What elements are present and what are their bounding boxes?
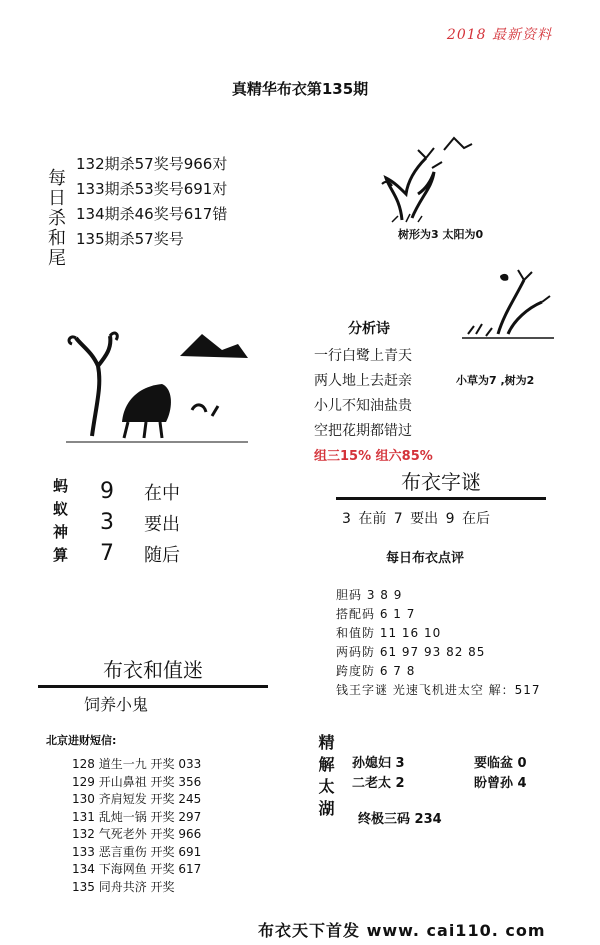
daily-kill-line: 132期杀57奖号966对 (76, 155, 228, 173)
poem-title: 分析诗 (348, 321, 390, 337)
sum-riddle-heading: 布衣和值迷 (38, 654, 268, 688)
beijing-row: 135 同舟共济 开奖 (72, 879, 175, 894)
jingjie-item: 要临盆 0 (474, 756, 527, 771)
daily-kill-line: 135期杀57奖号 (76, 230, 184, 248)
review-list (336, 586, 541, 700)
beijing-row: 129 开山鼻祖 开奖 356 (72, 774, 202, 789)
daily-kill-line: 133期杀53奖号691对 (76, 180, 228, 198)
group-ratio-text: 组三15% 组六85% (314, 449, 433, 464)
beijing-row: 132 气死老外 开奖 966 (72, 827, 202, 841)
poem-line: 小儿不知油盐贵 (314, 398, 412, 414)
ant-number: 9 (100, 479, 114, 504)
review-line: 和值防 11 16 10 (336, 626, 442, 640)
review-line: 跨度防 6 7 8 (336, 664, 416, 678)
review-line: 钱王字谜 光速飞机进太空 解：517 (336, 683, 541, 697)
buyi-riddle-text: 3 在前 7 要出 9 在后 (342, 511, 490, 527)
ant-word: 在中 (144, 483, 180, 504)
review-line: 胆码 3 8 9 (336, 588, 403, 602)
landscape-sketch (62, 326, 252, 446)
jingjie-item: 二老太 2 (352, 776, 405, 791)
daily-kill-line: 134期杀46奖号617错 (76, 205, 228, 223)
poem-block (314, 344, 433, 469)
daily-kill-list (76, 152, 227, 252)
ant-label: 蚂蚁神算 (51, 478, 69, 570)
tree-caption-2: 小草为7 ,树为2 (456, 374, 535, 387)
review-line: 两码防 61 97 93 82 85 (336, 645, 486, 659)
jingjie-item: 盼曾孙 4 (474, 776, 527, 791)
beijing-row: 130 齐肩短发 开奖 245 (72, 792, 202, 806)
review-title: 每日布衣点评 (386, 551, 465, 566)
ant-number: 7 (100, 541, 114, 566)
beijing-row: 134 下海网鱼 开奖 617 (72, 862, 202, 876)
beijing-title: 北京进财短信: (46, 734, 117, 747)
jingjie-item: 孙媳妇 3 (352, 756, 405, 771)
jingjie-final: 终极三码 234 (358, 812, 442, 827)
beijing-list (72, 756, 201, 896)
beijing-row: 131 乱炖一锅 开奖 297 (72, 809, 202, 824)
ant-words (144, 478, 180, 571)
tree-sketch-2 (458, 262, 558, 342)
ant-numbers (100, 476, 114, 569)
ant-word: 要出 (144, 514, 180, 535)
footer-site: 布衣天下首发 www. cai110. com (258, 921, 546, 940)
ant-number: 3 (100, 510, 114, 535)
daily-kill-label: 每日杀和尾 (45, 168, 66, 268)
poem-line: 空把花期都错过 (314, 423, 412, 439)
review-line: 搭配码 6 1 7 (336, 607, 416, 621)
beijing-row: 133 恶言重伤 开奖 691 (72, 844, 202, 859)
buyi-riddle-heading: 布衣字谜 (336, 466, 546, 500)
tree-sketch-1 (372, 128, 482, 228)
tree-caption-1: 树形为3 太阳为0 (398, 228, 484, 241)
ant-word: 随后 (144, 545, 180, 566)
poem-line: 一行白鹭上青天 (314, 348, 412, 364)
corner-year-label: 2018 最新资料 (446, 27, 552, 43)
page-title: 真精华布衣第135期 (231, 80, 369, 98)
jingjie-label: 精解太湖 (316, 734, 335, 822)
beijing-row: 128 道生一九 开奖 033 (72, 757, 202, 771)
poem-line: 两人地上去赶亲 (314, 373, 412, 389)
sum-riddle-subtitle: 饲养小鬼 (84, 695, 149, 714)
